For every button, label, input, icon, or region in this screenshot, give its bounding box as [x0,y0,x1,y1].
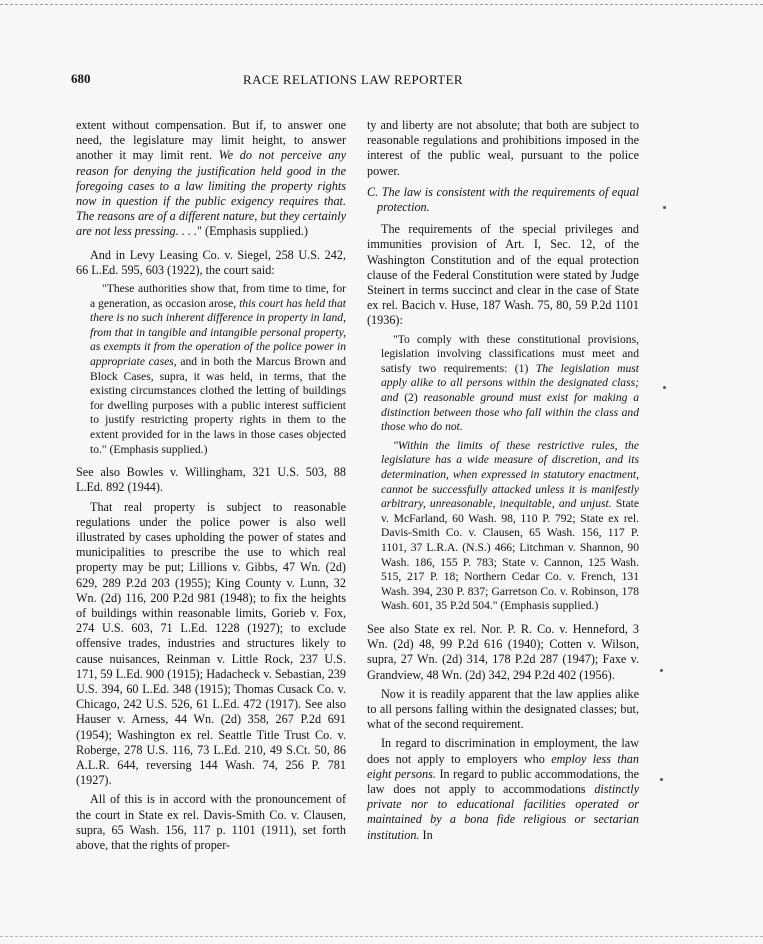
block-quote [76,282,346,457]
paragraph [367,736,639,842]
text: In regard to public accommodations, the law does not apply to accommodations [367,766,639,796]
emphasis-text: reasonable ground must exist for making a distinction between those who fall within the class and those who do not. [381,391,639,434]
text: "These authorities show that, from time to time, for a generation, as occasion arose, [90,282,346,310]
scan-speck [660,778,663,781]
text: " (Emphasis supplied.) [196,224,308,239]
emphasis-text: employ less than eight persons. [367,751,639,781]
text: (2) [404,391,418,405]
paragraph: That real property is subject to reasonable regulations under the police power is also well illustrated by cases upholding the power of states and municipalities to prescribe the use to which real property may be put; Lillions v. Gibbs, 47 Wn. (2d) 629, 289 P.2d 203 (1955); King County v. Lunn, 32 Wn. (2d) 116, 200 P.2d 981 (1948); to fix the heights of buildings within reasonable limits, Gorieb v. Fox, 274 U.S. 603, 71 L.Ed. 1228 (1927); to exclude offensive trades, industries and structures likely to cause nuisances, Reinman v. Little Rock, 237 U.S. 171, 59 L.Ed. 900 (1915); Hadacheck v. Sebastian, 239 U.S. 394, 60 L.Ed. 348 (1915); Thomas Cusack Co. v. Chicago, 242 U.S. 526, 61 L.Ed. 472 (1917). See also Hauser v. Arness, 44 Wn. (2d) 358, 267 P.2d 691 (1954); Washington ex rel. Seattle Title Trust Co. v. Roberge, 278 U.S. 116, 73 L.Ed. 210, 49 S.Ct. 50, 86 A.L.R. 644, reversing 144 Wash. 74, 256 P. 781 (1927). [76,499,346,788]
paragraph [76,118,346,240]
paragraph: See also Bowles v. Willingham, 321 U.S. 503, 88 L.Ed. 892 (1944). [76,465,346,495]
paragraph: And in Levy Leasing Co. v. Siegel, 258 U.S. 242, 66 L.Ed. 595, 603 (1922), the court said: [76,247,346,277]
emphasis-text: this court has held that there is no such inherent difference in property in land, from that in tangible and intangible personal property, as exempts it from the operation of the police power in appropriate cases, [90,296,346,368]
top-scan-rule [0,4,763,5]
paragraph: The requirements of the special privileges and immunities provision of Art. I, Sec. 12, of the Washington Constitution and of the equal protection clause of the Federal Constitution were stated by Judge Steinert in terms succinct and clear in the case of State ex rel. Bacich v. Huse, 187 Wash. 75, 80, 59 P.2d 1101 (1936): [367,222,639,328]
left-column [76,118,346,857]
block-quote [367,333,639,435]
emphasis-text: The legislation must apply alike to all persons within the designated class; and [381,361,639,405]
scan-speck [660,669,663,672]
text: In regard to discrimination in employment, the law does not apply to employers who [367,736,639,766]
emphasis-text: We do not perceive any reason for denying the justification held good in the foregoing cases to a law limiting the property rights now in question if the public exigency requires that. The reasons are of a different nature, but they certainly are not less pressing. . . . [76,148,346,239]
block-quote [367,439,639,614]
text: and in both the Marcus Brown and Block Cases, supra, it was held, in terms, that the existing circumstances clothed the letting of buildings for dwelling purposes with a public interest sufficient to justify restricting property rights in them to the extent provided for in the laws in those cases objected to." (Emphasis supplied.) [90,355,347,456]
paragraph: See also State ex rel. Nor. P. R. Co. v. Henneford, 3 Wn. (2d) 48, 99 P.2d 616 (1940); Cotten v. Wilson, supra, 27 Wn. (2d) 314, 178 P.2d 287 (1947); Faxe v. Grandview, 48 Wn. (2d) 342, 294 P.2d 402 (1956). [367,621,639,682]
running-head: RACE RELATIONS LAW REPORTER [243,72,463,87]
text: "To comply with these constitutional provisions, legislation involving classifications must meet and satisfy two requirements: (1) [381,332,639,375]
page-number: 680 [71,71,91,86]
paragraph: ty and liberty are not absolute; that both are subject to reasonable regulations and prohibitions imposed in the interest of the public weal, pursuant to the police power. [367,118,639,178]
section-heading: C. The law is consistent with the requirements of equal protection. [367,184,639,215]
emphasis-text: "Within the limits of these restrictive rules, the legislature has a wide measure of discretion, and its determination, when expressed in statutory enactment, cannot be successfully attacked unless it is manifestly arbitrary, unreasonable, inequitable, and unjust. [381,438,639,511]
paragraph: Now it is readily apparent that the law applies alike to all persons falling within the designated classes; but, what of the second requirement. [367,686,639,732]
bottom-scan-rule [0,936,763,937]
paragraph: All of this is in accord with the pronouncement of the court in State ex rel. Davis-Smith Co. v. Clausen, supra, 65 Wash. 156, 117 p. 1101 (1911), set forth above, that the rights of proper- [76,792,346,853]
text: extent without compensation. But if, to answer one need, the legislature may limit height, to answer another it may limit rent. [76,118,346,163]
emphasis-text: distinctly private nor to educational facilities operated or maintained by a bona fide religious or sectarian institution. [367,781,639,842]
scan-speck [663,206,666,209]
right-column [367,118,639,847]
text: In [422,827,433,842]
text: State v. McFarland, 60 Wash. 98, 110 P. 792; State ex rel. Davis-Smith Co. v. Clausen, 65 Wash. 156, 117 P. 1101, 37 L.R.A. (N.S.) 466; Litchman v. Shannon, 90 Wash. 186, 155 P. 783; State v. Cannon, 125 Wash. 515, 217 P. 18; Northern Cedar Co. v. French, 131 Wash. 394, 230 P. 837; Garretson Co. v. Robinson, 178 Wash. 601, 35 P.2d 504." (Emphasis supplied.) [381,497,639,613]
scan-speck [663,386,666,389]
